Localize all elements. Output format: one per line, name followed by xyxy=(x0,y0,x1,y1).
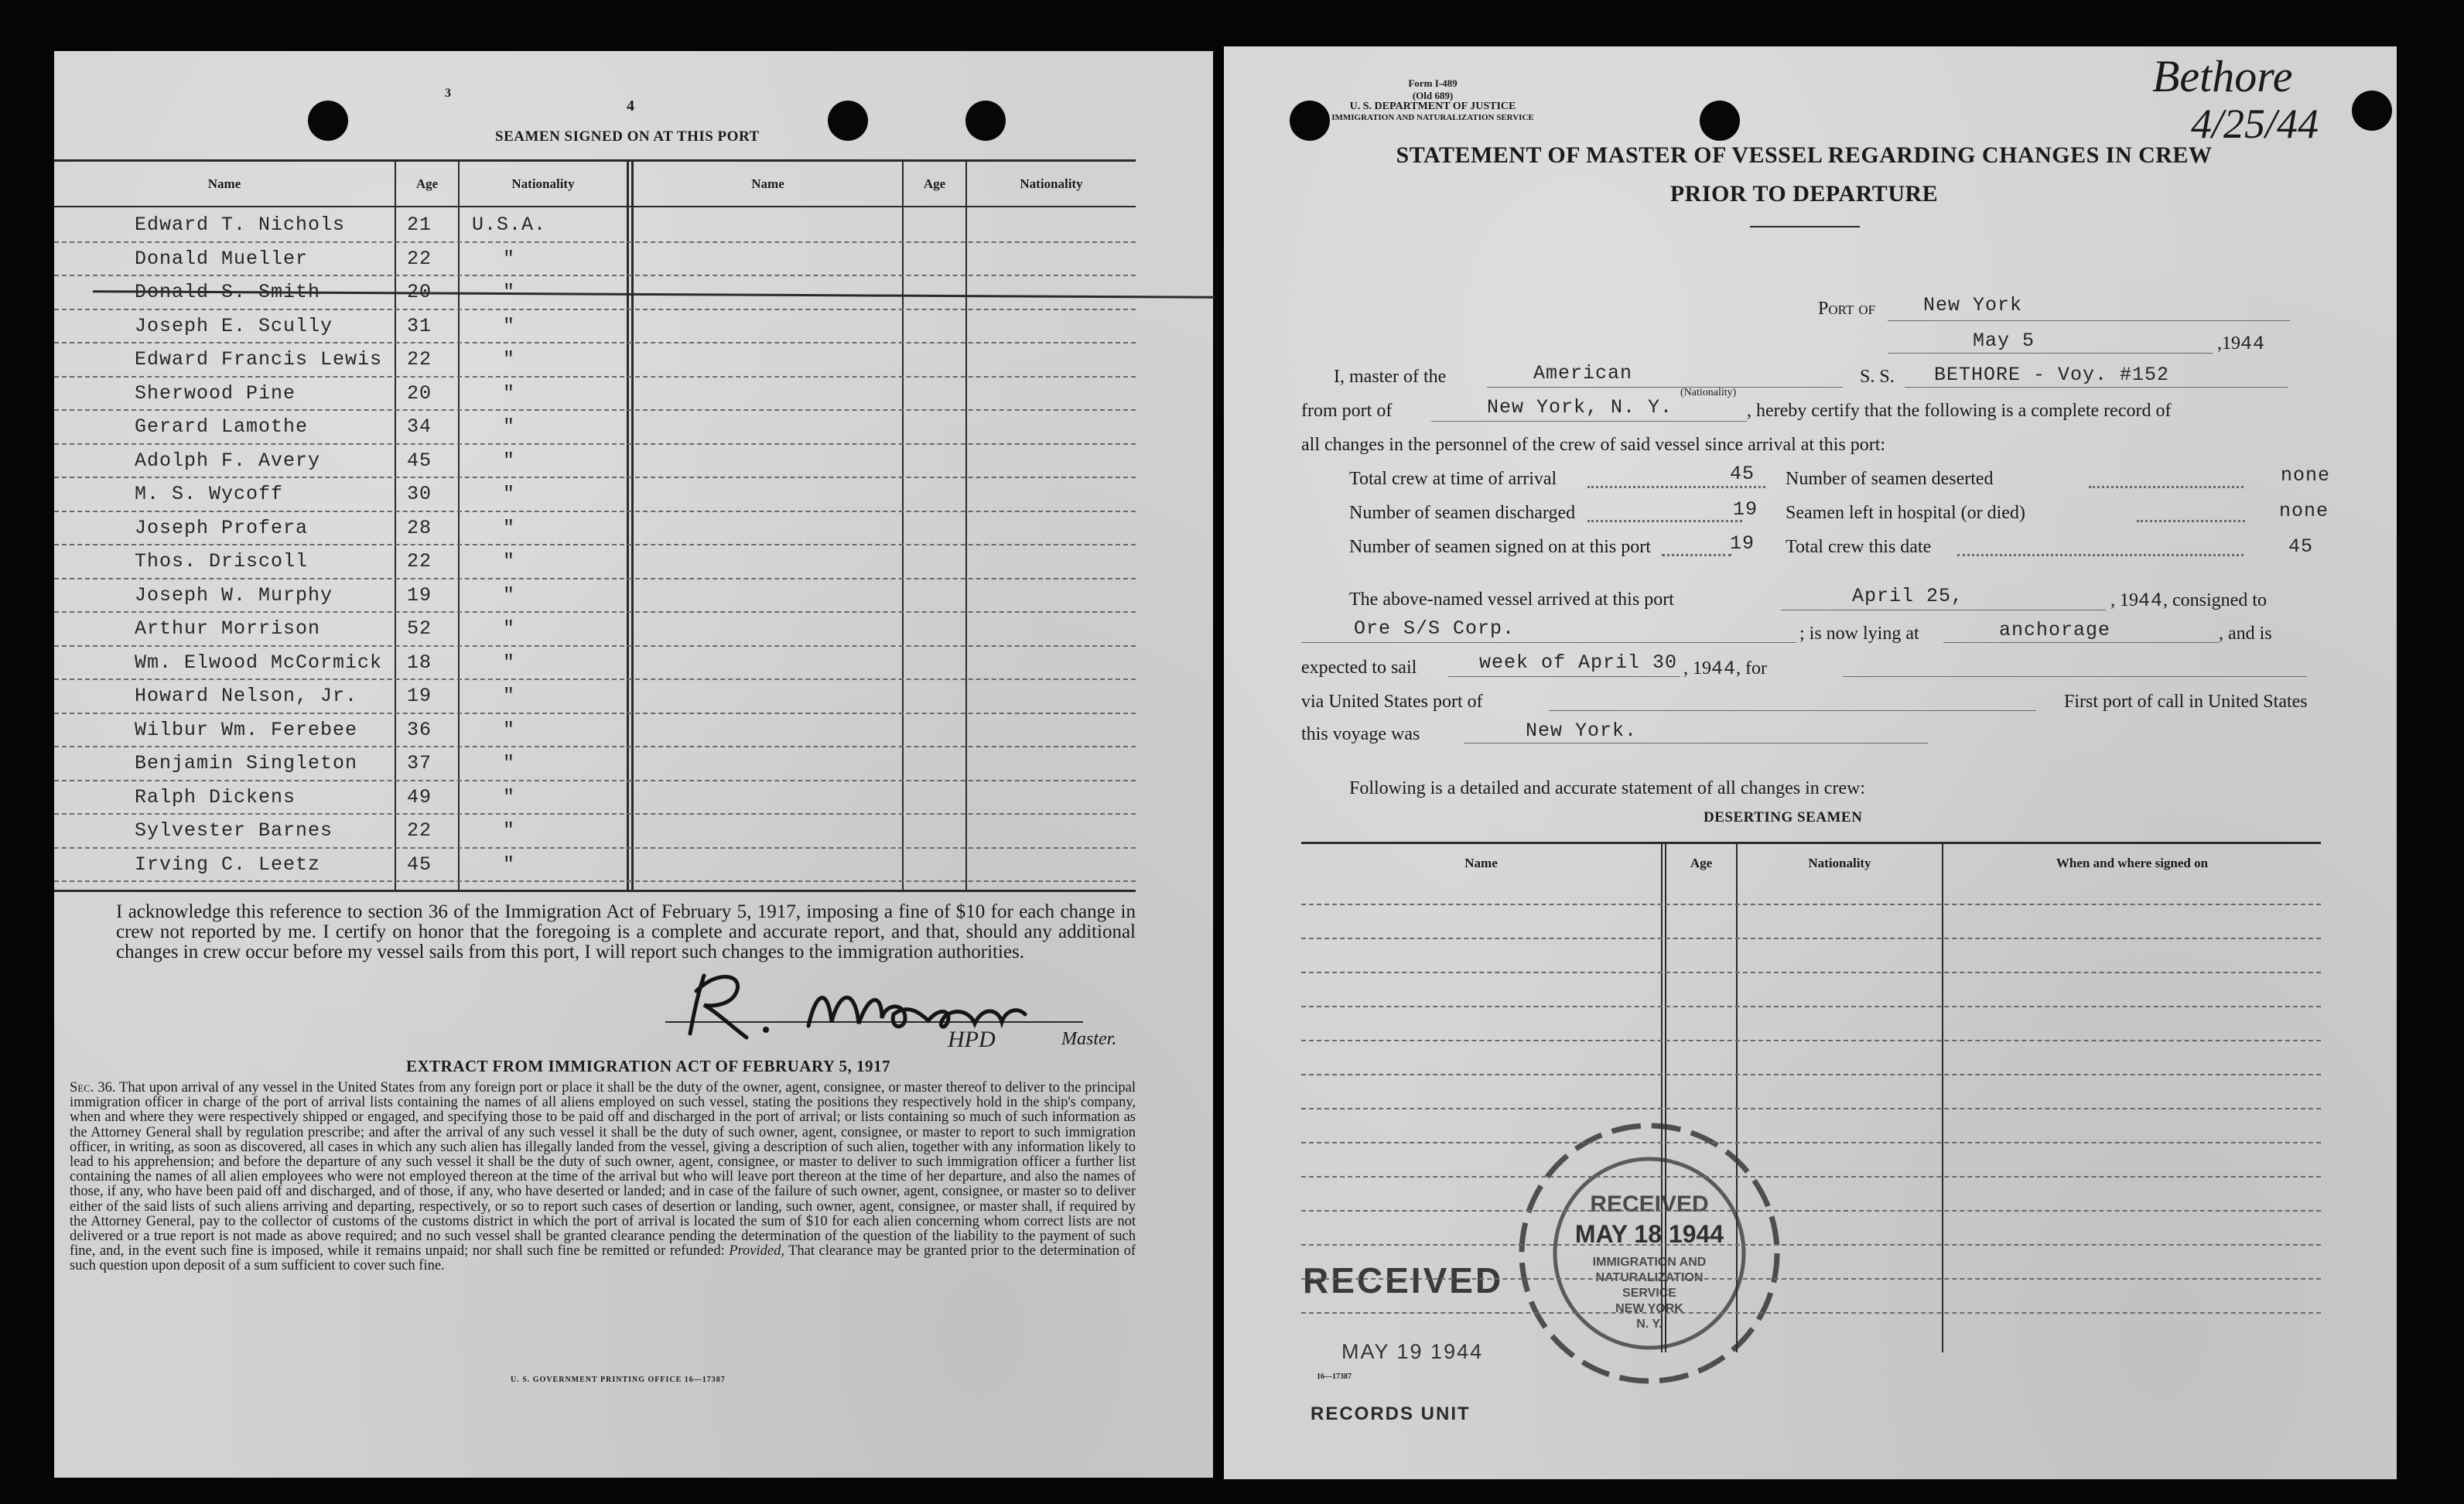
col-rule xyxy=(1942,842,1943,1352)
deserting-row-rule xyxy=(1301,1278,2321,1280)
crew-name: Joseph E. Scully xyxy=(135,314,333,337)
crew-age: 22 xyxy=(407,550,432,573)
records-unit-stamp: RECORDS UNIT xyxy=(1311,1403,1471,1424)
crew-name: Edward Francis Lewis xyxy=(135,348,383,371)
deserting-col-name: Name xyxy=(1464,856,1498,870)
deserting-col-age: Age xyxy=(1690,856,1713,870)
row-rule xyxy=(54,443,1136,445)
deserting-row-rule xyxy=(1301,1176,2321,1178)
row-rule xyxy=(54,477,1136,478)
corner-mark: 3 xyxy=(445,87,452,100)
crew-name: Howard Nelson, Jr. xyxy=(135,685,358,707)
row-rule xyxy=(54,679,1136,680)
row-rule xyxy=(54,309,1136,310)
via-label: via United States port of xyxy=(1301,692,1483,712)
underline xyxy=(1549,710,2036,711)
crew-nationality: " xyxy=(503,819,516,842)
underline xyxy=(1487,387,1843,388)
crew-name: Sylvester Barnes xyxy=(135,819,333,842)
svg-text:N. Y.: N. Y. xyxy=(1636,1318,1663,1331)
crew-age: 22 xyxy=(407,348,432,371)
underline xyxy=(1843,676,2307,677)
crew-nationality: " xyxy=(503,752,516,774)
following-text: Following is a detailed and accurate statement of all changes in crew: xyxy=(1349,778,1866,798)
crew-name: Gerard Lamothe xyxy=(135,415,309,438)
crew-age: 34 xyxy=(407,415,432,438)
crew-age: 30 xyxy=(407,483,432,505)
deserting-row-rule xyxy=(1301,1244,2321,1246)
discharged-label: Number of seamen discharged xyxy=(1349,503,1576,523)
crew-name: Benjamin Singleton xyxy=(135,752,358,774)
crew-name: Joseph W. Murphy xyxy=(135,583,333,607)
crew-name: Donald Mueller xyxy=(135,247,309,270)
signed-on-value: 19 xyxy=(1730,532,1755,555)
crew-age: 20 xyxy=(407,281,432,303)
row-rule xyxy=(54,780,1136,781)
col-header-nationality-2: Nationality xyxy=(1020,176,1083,191)
crew-age: 28 xyxy=(407,516,432,539)
underline xyxy=(1301,642,1796,643)
hospital-label: Seamen left in hospital (or died) xyxy=(1786,503,2025,523)
crew-name: Thos. Driscoll xyxy=(135,550,309,573)
crew-age: 36 xyxy=(407,718,432,741)
printing-office: U. S. GOVERNMENT PRINTING OFFICE 16—17387 xyxy=(511,1376,726,1384)
deserted-label: Number of seamen deserted xyxy=(1786,469,1994,489)
received-round-stamp xyxy=(1487,1106,1812,1400)
deserting-title: DESERTING SEAMEN xyxy=(1704,809,1863,825)
row-rule xyxy=(54,376,1136,378)
arrived-year: , 1944, consigned to xyxy=(2110,590,2267,612)
crew-nationality: " xyxy=(503,685,516,707)
vessel-value: BETHORE - Voy. #152 xyxy=(1934,364,2170,386)
received-stamp-date: MAY 19 1944 xyxy=(1341,1340,1484,1363)
deserting-row-rule xyxy=(1301,972,2321,973)
form-number: Form I-489 (Old 689) xyxy=(1408,77,1458,101)
crew-nationality: " xyxy=(503,483,516,505)
row-rule xyxy=(54,342,1136,344)
deserting-top-rule xyxy=(1301,842,2321,844)
underline xyxy=(1905,387,2288,388)
svg-text:Bethore: Bethore xyxy=(2152,53,2293,101)
discharged-value: 19 xyxy=(1733,498,1758,521)
right-page xyxy=(1224,46,2397,1479)
col-header-age: Age xyxy=(415,176,439,191)
page-title: SEAMEN SIGNED ON AT THIS PORT xyxy=(495,128,760,145)
row-rule xyxy=(54,813,1136,815)
row-rule xyxy=(54,847,1136,849)
crew-nationality: " xyxy=(503,785,516,808)
total-crew-arrival-label: Total crew at time of arrival xyxy=(1349,469,1557,489)
dot-leader xyxy=(1662,554,1731,556)
crew-name: Wilbur Wm. Ferebee xyxy=(135,718,358,741)
row-rule xyxy=(54,880,1136,882)
punch-hole xyxy=(828,101,868,141)
svg-text:SERVICE: SERVICE xyxy=(1622,1287,1676,1300)
deserting-row-rule xyxy=(1301,1108,2321,1109)
crew-nationality: " xyxy=(503,247,516,270)
crew-nationality: " xyxy=(503,853,516,876)
form-title-line1: STATEMENT OF MASTER OF VESSEL REGARDING CHANGES IN CREW xyxy=(1396,142,2213,168)
and-is-label: , and is xyxy=(2219,624,2272,644)
row-rule xyxy=(54,578,1136,579)
svg-text:IMMIGRATION AND: IMMIGRATION AND xyxy=(1592,1256,1707,1269)
crew-nationality: " xyxy=(503,651,516,674)
row-rule xyxy=(54,275,1136,276)
table-bottom-rule xyxy=(54,890,1136,892)
row-rule xyxy=(54,241,1136,243)
col-rule xyxy=(627,159,629,891)
crew-age: 18 xyxy=(407,651,432,674)
consignee-value: Ore S/S Corp. xyxy=(1354,617,1516,640)
crew-age: 22 xyxy=(407,819,432,842)
underline xyxy=(1943,642,2219,643)
received-stamp: RECEIVED xyxy=(1303,1260,1504,1301)
dot-leader xyxy=(2137,520,2245,522)
crew-age: 49 xyxy=(407,785,432,808)
title-underline xyxy=(1750,226,1860,227)
deserting-col-signed-on: When and where signed on xyxy=(2056,856,2209,870)
certify-text: , hereby certify that the following is a complete record of xyxy=(1747,401,2172,421)
svg-text:NATURALIZATION: NATURALIZATION xyxy=(1595,1271,1704,1284)
signature-initials: HPD xyxy=(948,1027,996,1052)
crew-nationality: " xyxy=(503,348,516,371)
row-rule xyxy=(54,511,1136,512)
deserting-row-rule xyxy=(1301,1142,2321,1143)
crew-age: 19 xyxy=(407,583,432,607)
crew-age: 19 xyxy=(407,685,432,707)
row-rule xyxy=(54,746,1136,747)
svg-text:RECEIVED: RECEIVED xyxy=(1590,1191,1709,1217)
punch-hole xyxy=(965,101,1006,141)
crew-age: 45 xyxy=(407,853,432,876)
total-crew-date-label: Total crew this date xyxy=(1786,537,1932,557)
col-rule xyxy=(395,159,396,891)
expected-value: week of April 30 xyxy=(1479,651,1678,674)
from-port-value: New York, N. Y. xyxy=(1487,396,1673,419)
crew-name: Wm. Elwood McCormick xyxy=(135,651,383,674)
deserting-row-rule xyxy=(1301,938,2321,939)
this-voyage-label: this voyage was xyxy=(1301,724,1420,744)
crew-nationality: U.S.A. xyxy=(472,214,547,236)
punch-hole xyxy=(1700,101,1740,141)
col-header-nationality: Nationality xyxy=(511,176,575,191)
nationality-value: American xyxy=(1533,362,1633,385)
year-prefix: ,1944 xyxy=(2217,333,2266,355)
extract-title: EXTRACT FROM IMMIGRATION ACT OF FEBRUARY 5, 1917 xyxy=(406,1057,891,1075)
deserting-row-rule xyxy=(1301,1006,2321,1007)
signed-on-label: Number of seamen signed on at this port xyxy=(1349,537,1651,557)
underline xyxy=(1431,421,1747,422)
master-of-label: I, master of the xyxy=(1334,367,1447,387)
crew-nationality: " xyxy=(503,718,516,741)
deserting-row-rule xyxy=(1301,1040,2321,1041)
crew-name: Irving C. Leetz xyxy=(135,853,321,876)
crew-name: Ralph Dickens xyxy=(135,785,296,808)
row-rule xyxy=(54,544,1136,545)
crew-age: 37 xyxy=(407,752,432,774)
total-crew-arrival-value: 45 xyxy=(1730,463,1755,485)
crew-name: Edward T. Nichols xyxy=(135,214,346,236)
service: IMMIGRATION AND NATURALIZATION SERVICE xyxy=(1331,113,1534,122)
svg-text:MAY 18 1944: MAY 18 1944 xyxy=(1574,1220,1724,1248)
nationality-caption: (Nationality) xyxy=(1680,387,1737,398)
svg-text:NEW YORK: NEW YORK xyxy=(1615,1302,1683,1315)
printer-code: 16—17387 xyxy=(1317,1372,1352,1381)
underline xyxy=(1448,676,1680,677)
row-rule xyxy=(54,611,1136,613)
col-header-name-2: Name xyxy=(751,176,784,191)
acknowledgment-text: I acknowledge this reference to section 36 of the Immigration Act of February 5, 1917, imposing a fine of $10 for each change in crew not reported by me. I certify on honor that the foregoing is a complete and accurate report, and that, should any additional changes in crew occur before my vessel sails from this port, I will report such changes to the immigration authorities. xyxy=(116,901,1136,962)
dot-leader xyxy=(2089,486,2244,488)
lying-label: ; is now lying at xyxy=(1799,624,1919,644)
punch-hole xyxy=(308,101,348,141)
dot-leader xyxy=(1587,486,1765,488)
extract-body: Sec. 36. That upon arrival of any vessel in the United States from any foreign port or place it shall be the duty of the owner, agent, consignee, or master thereof to deliver to the principal immigration officer in charge of the port of arrival lists containing the names of all aliens employed on such vessel, stating the positions they respectively hold in the ship's company, when and where they were respectively shipped or engaged, and specifying those to be paid off and discharged in the port of arrival; or lists containing so much of such information as the Attorney General shall by regulation prescribe; and after the arrival of any such vessel it shall be the duty of such owner, agent, consignee, or master to report to such immigration officer, in writing, as soon as discovered, all cases in which any such alien has illegally landed from the vessel, giving a description of such alien, together with any information likely to lead to his apprehension; and before the departure of any such vessel it shall be the duty of such owner, agent, consignee, or master to deliver to such immigration officer a further list containing the names of all alien employees who were not employed thereon at the time of the arrival but who will leave port thereon at the time of her departure, and also the names of those, if any, who have been paid off and discharged, and of those, if any, who have deserted or landed; and in case of the failure of such owner, agent, consignee, or master so to deliver either of the said lists of such aliens arriving and departing, respectively, or so to report such cases of desertion or landing, such owner, agent, consignee, or master shall, if required by the Attorney General, pay to the collector of customs of the customs district in which the port of arrival is located the sum of $10 for each alien concerning whom correct lists are not delivered or a true report is not made as above required; and no such vessel shall be granted clearance pending the determination of the question of the liability to the payment of such fine, and, in the event such fine is imposed, while it remains unpaid; nor shall such fine be remitted or refunded: Provided, That clearance may be granted prior to the determination of such question upon deposit of a sum sufficient to cover such fine. xyxy=(70,1080,1136,1274)
hospital-value: none xyxy=(2279,500,2329,522)
crew-nationality: " xyxy=(503,583,516,607)
page-number: 4 xyxy=(627,97,634,115)
date-value: May 5 xyxy=(1973,330,2035,352)
table-header-rule xyxy=(54,206,1136,207)
crew-nationality: " xyxy=(503,550,516,573)
lying-value: anchorage xyxy=(1999,619,2111,641)
col-header-age-2: Age xyxy=(923,176,946,191)
crew-nationality: " xyxy=(503,381,516,405)
deserting-row-rule xyxy=(1301,1312,2321,1314)
table-top-rule xyxy=(54,159,1136,162)
crew-nationality: " xyxy=(503,617,516,640)
deserting-row-rule xyxy=(1301,904,2321,905)
dot-leader xyxy=(1587,520,1742,522)
col-rule xyxy=(965,159,967,891)
deserting-row-rule xyxy=(1301,1210,2321,1212)
master-label: Master. xyxy=(1061,1029,1117,1049)
deserting-col-nationality: Nationality xyxy=(1808,856,1871,870)
ss-label: S. S. xyxy=(1860,367,1895,387)
col-rule xyxy=(902,159,904,891)
deserting-row-rule xyxy=(1301,1074,2321,1075)
master-signature xyxy=(673,960,1075,1053)
crew-name: Adolph F. Avery xyxy=(135,449,321,472)
col-rule xyxy=(631,159,634,891)
form-title-line2: PRIOR TO DEPARTURE xyxy=(1669,181,1939,207)
underline xyxy=(1888,320,2290,321)
row-rule xyxy=(54,409,1136,411)
expected-label: expected to sail xyxy=(1301,658,1417,678)
first-call-value: New York. xyxy=(1526,720,1638,742)
total-crew-date-value: 45 xyxy=(2288,535,2314,558)
crew-nationality: " xyxy=(503,516,516,539)
department: U. S. DEPARTMENT OF JUSTICE xyxy=(1349,101,1516,112)
col-rule xyxy=(458,159,460,891)
col-header-name: Name xyxy=(207,176,241,191)
crew-age: 45 xyxy=(407,449,432,472)
crew-nationality: " xyxy=(503,415,516,438)
crew-name: Arthur Morrison xyxy=(135,617,321,640)
arrived-label: The above-named vessel arrived at this port xyxy=(1349,590,1674,610)
deserted-value: none xyxy=(2281,464,2331,487)
crew-age: 21 xyxy=(407,214,432,236)
certify-text-2: all changes in the personnel of the crew of said vessel since arrival at this port: xyxy=(1301,435,1886,455)
crew-age: 52 xyxy=(407,617,432,640)
crew-nationality: " xyxy=(503,314,516,337)
crew-age: 31 xyxy=(407,314,432,337)
crew-age: 20 xyxy=(407,381,432,405)
underline xyxy=(1888,353,2213,354)
svg-text:4/25/44: 4/25/44 xyxy=(2191,101,2319,147)
port-label: Port of xyxy=(1818,299,1876,319)
port-value: New York xyxy=(1923,294,2023,316)
crew-name: Joseph Profera xyxy=(135,516,309,539)
crew-age: 22 xyxy=(407,247,432,270)
arrived-value: April 25, xyxy=(1852,585,1964,607)
first-call-label: First port of call in United States xyxy=(2064,692,2308,712)
dot-leader xyxy=(1957,554,2244,556)
left-page xyxy=(54,51,1213,1478)
from-port-label: from port of xyxy=(1301,401,1393,421)
row-rule xyxy=(54,713,1136,714)
crew-name: M. S. Wycoff xyxy=(135,483,284,505)
crew-name: Donald S. Smith xyxy=(135,281,321,303)
crew-nationality: " xyxy=(503,449,516,472)
row-rule xyxy=(54,645,1136,647)
crew-name: Sherwood Pine xyxy=(135,381,296,405)
expected-year: , 1944, for xyxy=(1683,658,1767,680)
